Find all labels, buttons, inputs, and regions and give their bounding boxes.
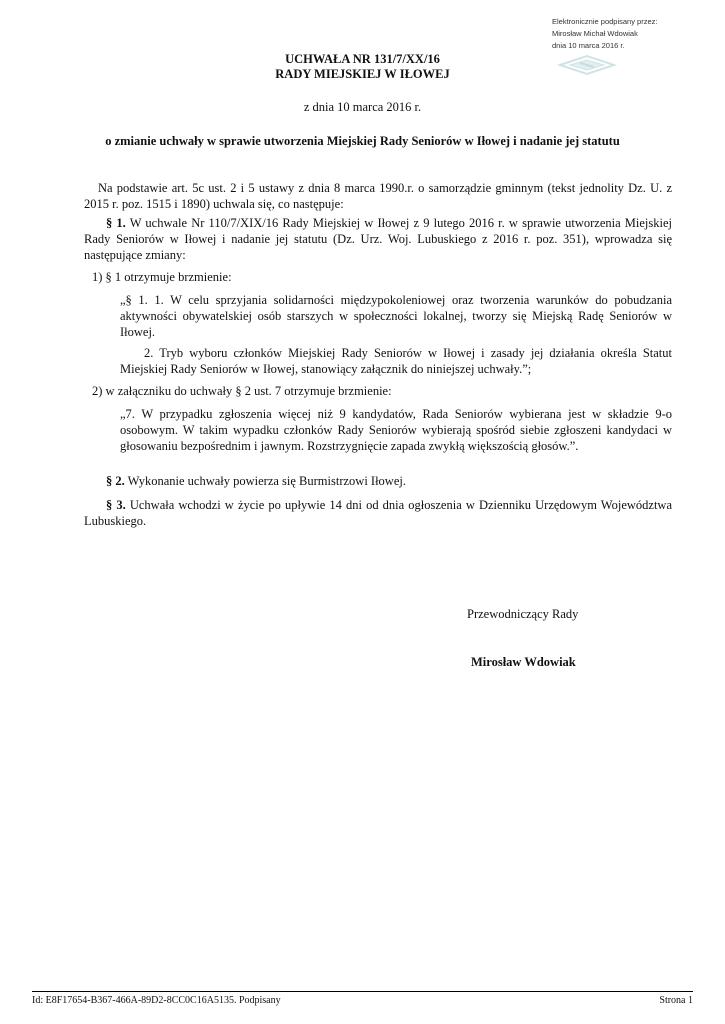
document-title: UCHWAŁA NR 131/7/XX/16 (285, 52, 440, 66)
document-issuer: RADY MIEJSKIEJ W IŁOWEJ (275, 67, 450, 81)
section-2 (84, 473, 672, 489)
section-mark: § 3. (106, 498, 126, 512)
signature-line: Elektronicznie podpisany przez: (552, 17, 658, 26)
electronic-signature-block (552, 16, 712, 52)
section-text: Uchwała wchodzi w życie po upływie 14 dni od dnia ogłoszenia w Dzienniku Urzędowym Województwa Lubuskiego. (84, 498, 673, 528)
section-3 (84, 497, 672, 529)
preamble: Na podstawie art. 5c ust. 2 i 5 ustawy z dnia 8 marca 1990.r. o samorządzie gminnym (tekst jednolity Dz. U. z 2015 r. poz. 1515 i 1890) uchwala się, co następuje: (84, 181, 672, 211)
list-item-1: 1) § 1 otrzymuje brzmienie: (92, 270, 232, 284)
signature-line: dnia 10 marca 2016 r. (552, 41, 625, 50)
footer-divider (32, 991, 693, 992)
document-id: Id: E8F17654-B367-466A-89D2-8CC0C16A5135. Podpisany (32, 995, 281, 1006)
list-item-2: 2) w załączniku do uchwały § 2 ust. 7 otrzymuje brzmienie: (92, 384, 392, 398)
quote-paragraph-3: „7. W przypadku zgłoszenia więcej niż 9 kandydatów, Rada Seniorów wybierana jest w składzie 9-o osobowym. W takim wypadku członków Rady Seniorów wybierają spośród siebie zgłoszeni kandydaci w głosowaniu bezpośrednim i jawnym. Rozstrzygnięcie zapada zwykłą większością głosów.”. (120, 407, 672, 453)
document-date: z dnia 10 marca 2016 r. (303, 100, 422, 114)
quote-paragraph-2: 2. Tryb wyboru członków Miejskiej Rady Seniorów w Iłowej i zasady jej działania określa Statut Miejskiej Rady Seniorów w Iłowej, stanowiący załącznik do niniejszej uchwały.”; (120, 346, 672, 376)
section-text: Wykonanie uchwały powierza się Burmistrzowi Iłowej. (124, 474, 406, 488)
section-1 (84, 215, 672, 263)
section-mark: § 1. (106, 216, 126, 230)
signatory-role: Przewodniczący Rady (467, 607, 579, 621)
signature-line: Mirosław Michał Wdowiak (552, 29, 638, 38)
section-mark: § 2. (106, 474, 125, 488)
quote-paragraph-1: „§ 1. 1. W celu sprzyjania solidarności międzypokoleniowej oraz tworzenia warunków do pobudzania aktywności obywatelskiej osób starszych w społeczności lokalnej, tworzy się Miejską Radę Seniorów w Iłowej. (120, 293, 672, 339)
document-subject: o zmianie uchwały w sprawie utworzenia Miejskiej Rady Seniorów w Iłowej i nadanie jej statutu (105, 134, 620, 148)
page-number: Strona 1 (659, 995, 693, 1006)
signatory-name: Mirosław Wdowiak (471, 655, 576, 669)
section-text: W uchwale Nr 110/7/XIX/16 Rady Miejskiej w Iłowej z 9 lutego 2016 r. w sprawie utworzenia Miejskiej Rady Seniorów w Iłowej i nadanie jej statutu (Dz. Urz. Woj. Lubuskiego z 2016 r. poz. 351), wprowadza się następujące zmiany: (84, 216, 673, 262)
